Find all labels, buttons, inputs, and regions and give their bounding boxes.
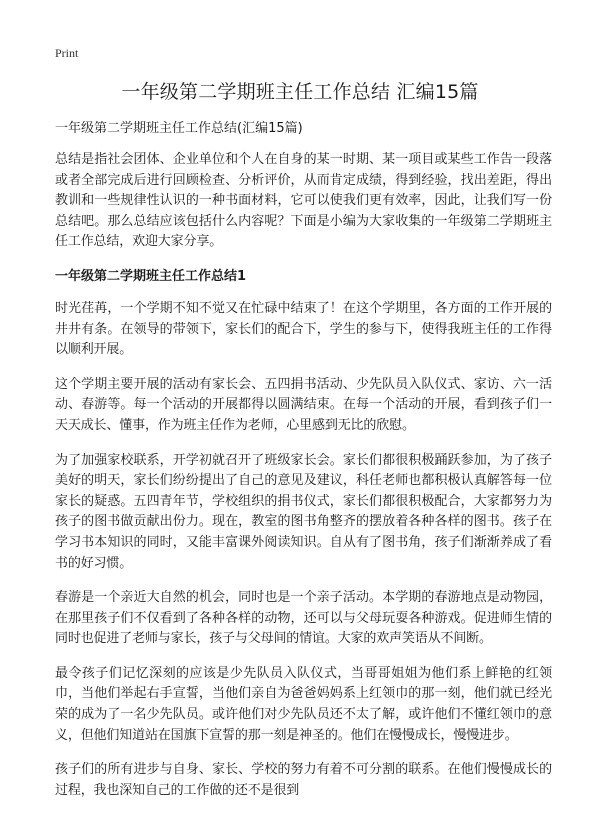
document-subtitle: 一年级第二学期班主任工作总结(汇编15篇) [55,121,303,136]
print-link[interactable]: Print [55,46,79,60]
intro-paragraph: 总结是指社会团体、企业单位和个人在自身的某一时期、某一项目或某些工作告一段落或者全部完成后进行回顾检查、分析评价，从而肯定成绩，得到经验，找出差距，得出教训和一些规律性认识的一种书面材料，它可以使我们更有效率，因此，让我们写一份总结吧。那么总结应该包括什么内容呢？下面是小编为大家收集的一年级第二学期班主任工作总结，欢迎大家分享。 [55,152,552,250]
document-body [55,150,552,815]
body-paragraph: 孩子们的所有进步与自身、家长、学校的努力有着不可分割的联系。在他们慢慢成长的过程，我也深知自己的工作做的还不是很到 [55,762,552,798]
body-paragraph: 这个学期主要开展的活动有家长会、五四捐书活动、少先队员入队仪式、家访、六一活动、春游等。每一个活动的开展都得以圆满结束。在每一个活动的开展，看到孩子们一天天成长、懂事，作为班主任作为老师，心里感到无比的欣慰。 [55,376,552,433]
body-paragraph: 最令孩子们记忆深刻的应该是少先队员入队仪式，当哥哥姐姐为他们系上鲜艳的红领巾，当他们举起右手宣誓，当他们亲自为爸爸妈妈系上红领巾的那一刻，他们就已经光荣的成为了一名少先队员。或许他们对少先队员还不太了解，或许他们不懂红领巾的意义，但他们知道站在国旗下宣誓的那一刻是神圣的。他们在慢慢成长，慢慢进步。 [55,665,552,743]
body-paragraph: 春游是一个亲近大自然的机会，同时也是一个亲子活动。本学期的春游地点是动物园，在那里孩子们不仅看到了各种各样的动物，还可以与父母玩耍各种游戏。促进师生情的同时也促进了老师与家长，孩子与父母间的情谊。大家的欢声笑语从不间断。 [55,590,552,647]
body-paragraph: 为了加强家校联系，开学初就召开了班级家长会。家长们都很积极踊跃参加，为了孩子美好的明天，家长们纷纷提出了自己的意见及建议，科任老师也都积极认真解答每一位家长的疑惑。五四青年节，学校组织的捐书仪式，家长们都很积极配合，大家都努力为孩子的图书做贡献出份力。现在，教室的图书角整齐的摆放着各种各样的图书。孩子在学习书本知识的同时，又能丰富课外阅读知识。自从有了图书角，孩子们渐渐养成了看书的好习惯。 [55,452,552,571]
section-heading: 一年级第二学期班主任工作总结1 [55,268,247,284]
body-paragraph: 时光荏苒，一个学期不知不觉又在忙碌中结束了！在这个学期里，各方面的工作开展的井井有条。在领导的带领下，家长们的配合下，学生的参与下，使得我班主任的工作得以顺利开展。 [55,300,552,358]
page-title: 一年级第二学期班主任工作总结 汇编15篇 [121,81,479,103]
